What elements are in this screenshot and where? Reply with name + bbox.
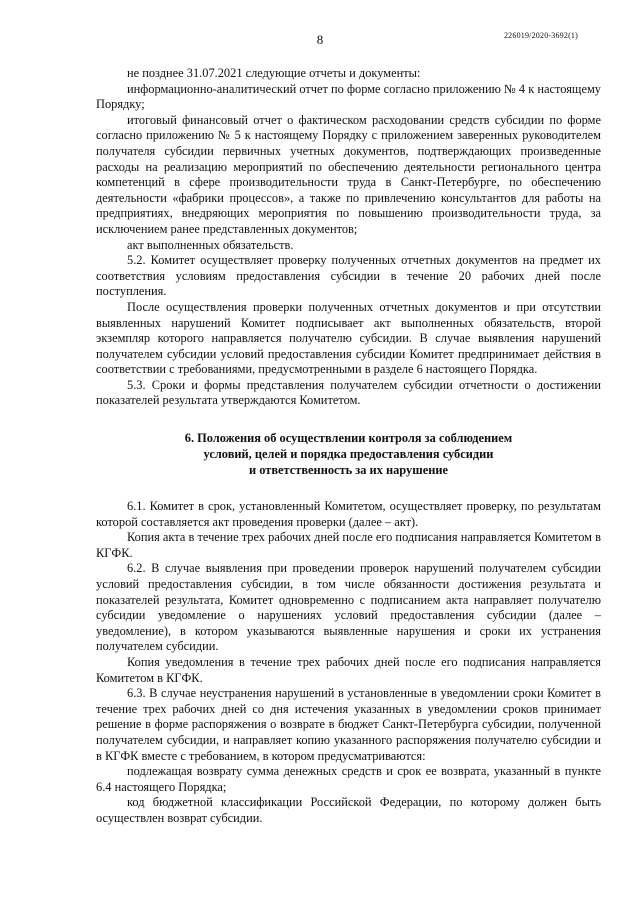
section-heading (96, 430, 601, 478)
paragraph: код бюджетной классификации Российской Федерации, по которому должен быть осуществлен возврат субсидии. (96, 795, 601, 825)
paragraph: Копия уведомления в течение трех рабочих дней после его подписания направляется Комитетом в КГФК. (96, 655, 601, 685)
section-heading-line: 6. Положения об осуществлении контроля за соблюдением (184, 431, 513, 446)
paragraph: 6.1. Комитет в срок, установленный Комитетом, осуществляет проверку, по результатам которой составляется акт проведения проверки (далее – акт). (96, 499, 601, 529)
paragraph: Копия акта в течение трех рабочих дней после его подписания направляется Комитетом в КГФК. (96, 530, 601, 560)
document-body (96, 66, 601, 827)
paragraph: акт выполненных обязательств. (127, 237, 294, 252)
paragraph: 5.2. Комитет осуществляет проверку полученных отчетных документов на предмет их соответствия условиям предоставления субсидии в течение 20 рабочих дней после поступления. (96, 253, 601, 299)
section-heading-line: условий, целей и порядка предоставления субсидии (203, 447, 494, 462)
paragraph: 5.3. Сроки и формы представления получателем субсидии отчетности о достижении показателей результата утверждаются Комитетом. (96, 377, 601, 408)
page-number: 8 (316, 32, 324, 47)
paragraph: не позднее 31.07.2021 следующие отчеты и документы: (127, 66, 421, 80)
paragraph: После осуществления проверки полученных отчетных документов и при отсутствии выявленных нарушений Комитет подписывает акт выполненных обязательств, второй экземпляр которого направляется получателю субсидии. В случае выявления нарушений получателем субсидии условий предоставления субсидии Комитет предпринимает действия в соответствии с требованиями, предусмотренными в разделе 6 настоящего Порядка. (96, 299, 601, 377)
paragraph: итоговый финансовый отчет о фактическом расходовании средств субсидии по форме согласно приложению № 5 к настоящему Порядку с приложением заверенных руководителем получателя субсидии первичных учетных документов, подтверждающих произведенные расходы на реализацию мероприятий по обеспечению деятельности регионального центра компетенций в сфере производительности труда в Санкт-Петербурге, по обеспечению деятельности «фабрики процессов», а также по привлечению консультантов для работы на предприятиях, внедряющих мероприятия по повышению производительности труда, за исключением ранее представленных документов; (96, 112, 601, 236)
paragraph: информационно-аналитический отчет по форме согласно приложению № 4 к настоящему Порядку; (96, 81, 601, 112)
paragraph: 6.2. В случае выявления при проведении проверок нарушений получателем субсидии условий предоставления субсидии, в том числе обязанности достижения результата и показателей результата, Комитет одновременно с подписанием акта направляет получателю субсидии уведомление о нарушениях условий предоставления субсидии (далее – уведомление), в котором указываются выявленные нарушения и сроки их устранения получателем субсидии. (96, 561, 601, 654)
document-number: 226019/2020-3692(1) (503, 31, 578, 40)
section-heading-line: и ответственность за их нарушение (249, 463, 448, 478)
paragraph: 6.3. В случае неустранения нарушений в установленные в уведомлении сроки Комитет в течение трех рабочих дней со дня истечения указанных в уведомлении сроков принимает решение в форме распоряжения о возврате в бюджет Санкт-Петербурга субсидии, полученной получателем субсидии, и направляет копию указанного распоряжения получателю субсидии и в КГФК вместе с требованием, в котором предусматриваются: (96, 686, 601, 763)
paragraph: подлежащая возврату сумма денежных средств и срок ее возврата, указанный в пункте 6.4 настоящего Порядка; (96, 764, 601, 794)
